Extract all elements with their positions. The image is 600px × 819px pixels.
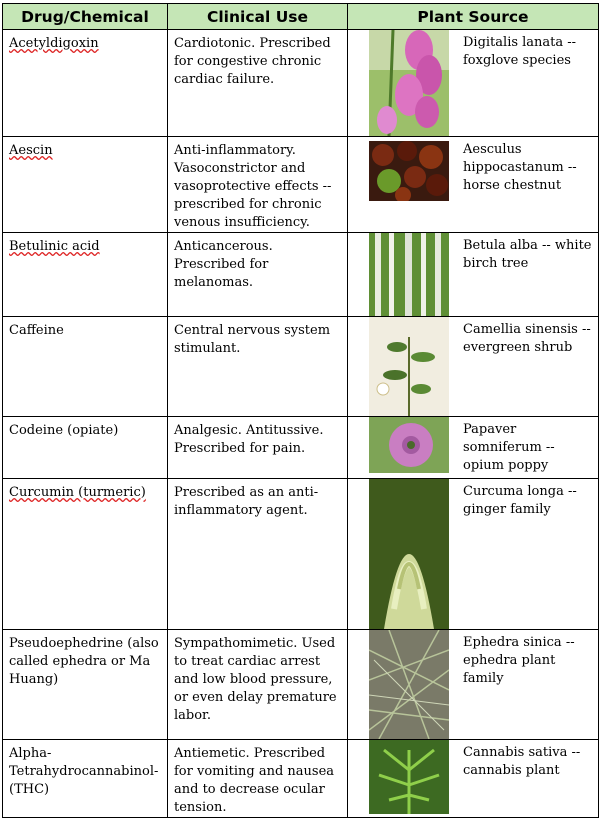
plant-source-text: Cannabis sativa -- cannabis plant — [463, 745, 581, 778]
use-cell: Anti-inflammatory. Vasoconstrictor and vasoprotective effects -- prescribed for chronic venous insufficiency. — [168, 137, 348, 233]
plant-source-text: Camellia sinensis -- evergreen shrub — [463, 322, 591, 355]
plant-cell — [348, 30, 599, 137]
plant-cell — [348, 740, 599, 818]
turmeric-image — [369, 479, 449, 629]
cannabis-image — [369, 740, 449, 814]
drug-cell: Codeine (opiate) — [3, 417, 168, 479]
plant-cell — [348, 137, 599, 233]
horse-chestnut-image — [369, 141, 449, 201]
table-row — [3, 479, 599, 630]
table-row — [3, 630, 599, 740]
drug-table — [2, 3, 599, 818]
plant-cell — [348, 479, 599, 630]
use-cell: Anticancerous. Prescribed for melanomas. — [168, 233, 348, 317]
drug-cell: Aescin — [3, 137, 168, 233]
use-cell: Antiemetic. Prescribed for vomiting and nausea and to decrease ocular tension. — [168, 740, 348, 818]
plant-source-text: Digitalis lanata -- foxglove species — [463, 35, 577, 68]
drug-cell: Curcumin (turmeric) — [3, 479, 168, 630]
table-row — [3, 740, 599, 818]
birch-image — [369, 233, 449, 316]
plant-cell — [348, 417, 599, 479]
table-row — [3, 317, 599, 417]
plant-source-text: Papaver somniferum -- opium poppy — [463, 422, 555, 473]
drug-cell: Acetyldigoxin — [3, 30, 168, 137]
header-clinical-use: Clinical Use — [168, 4, 348, 30]
drug-cell: Betulinic acid — [3, 233, 168, 317]
table-row — [3, 417, 599, 479]
ephedra-image — [369, 630, 449, 739]
camellia-image — [369, 317, 449, 416]
plant-cell — [348, 233, 599, 317]
header-plant-source: Plant Source — [348, 4, 599, 30]
plant-cell — [348, 630, 599, 740]
plant-cell — [348, 317, 599, 417]
plant-source-text: Curcuma longa -- ginger family — [463, 484, 577, 517]
drug-cell: Pseudoephedrine (also called ephedra or Ma Huang) — [3, 630, 168, 740]
drug-cell: Caffeine — [3, 317, 168, 417]
use-cell: Central nervous system stimulant. — [168, 317, 348, 417]
foxglove-image — [369, 30, 449, 136]
table-row — [3, 30, 599, 137]
plant-source-text: Aesculus hippocastanum -- horse chestnut — [463, 142, 577, 193]
use-cell: Sympathomimetic. Used to treat cardiac arrest and low blood pressure, or even delay premature labor. — [168, 630, 348, 740]
drug-cell: Alpha-Tetrahydrocannabinol- (THC) — [3, 740, 168, 818]
poppy-image — [369, 417, 449, 473]
use-cell: Analgesic. Antitussive. Prescribed for pain. — [168, 417, 348, 479]
header-drug: Drug/Chemical — [3, 4, 168, 30]
use-cell: Prescribed as an anti-inflammatory agent. — [168, 479, 348, 630]
use-cell: Cardiotonic. Prescribed for congestive chronic cardiac failure. — [168, 30, 348, 137]
plant-source-text: Betula alba -- white birch tree — [463, 238, 592, 271]
plant-source-text: Ephedra sinica -- ephedra plant family — [463, 635, 575, 686]
table-row — [3, 137, 599, 233]
table-row — [3, 233, 599, 317]
header-row — [3, 4, 599, 30]
